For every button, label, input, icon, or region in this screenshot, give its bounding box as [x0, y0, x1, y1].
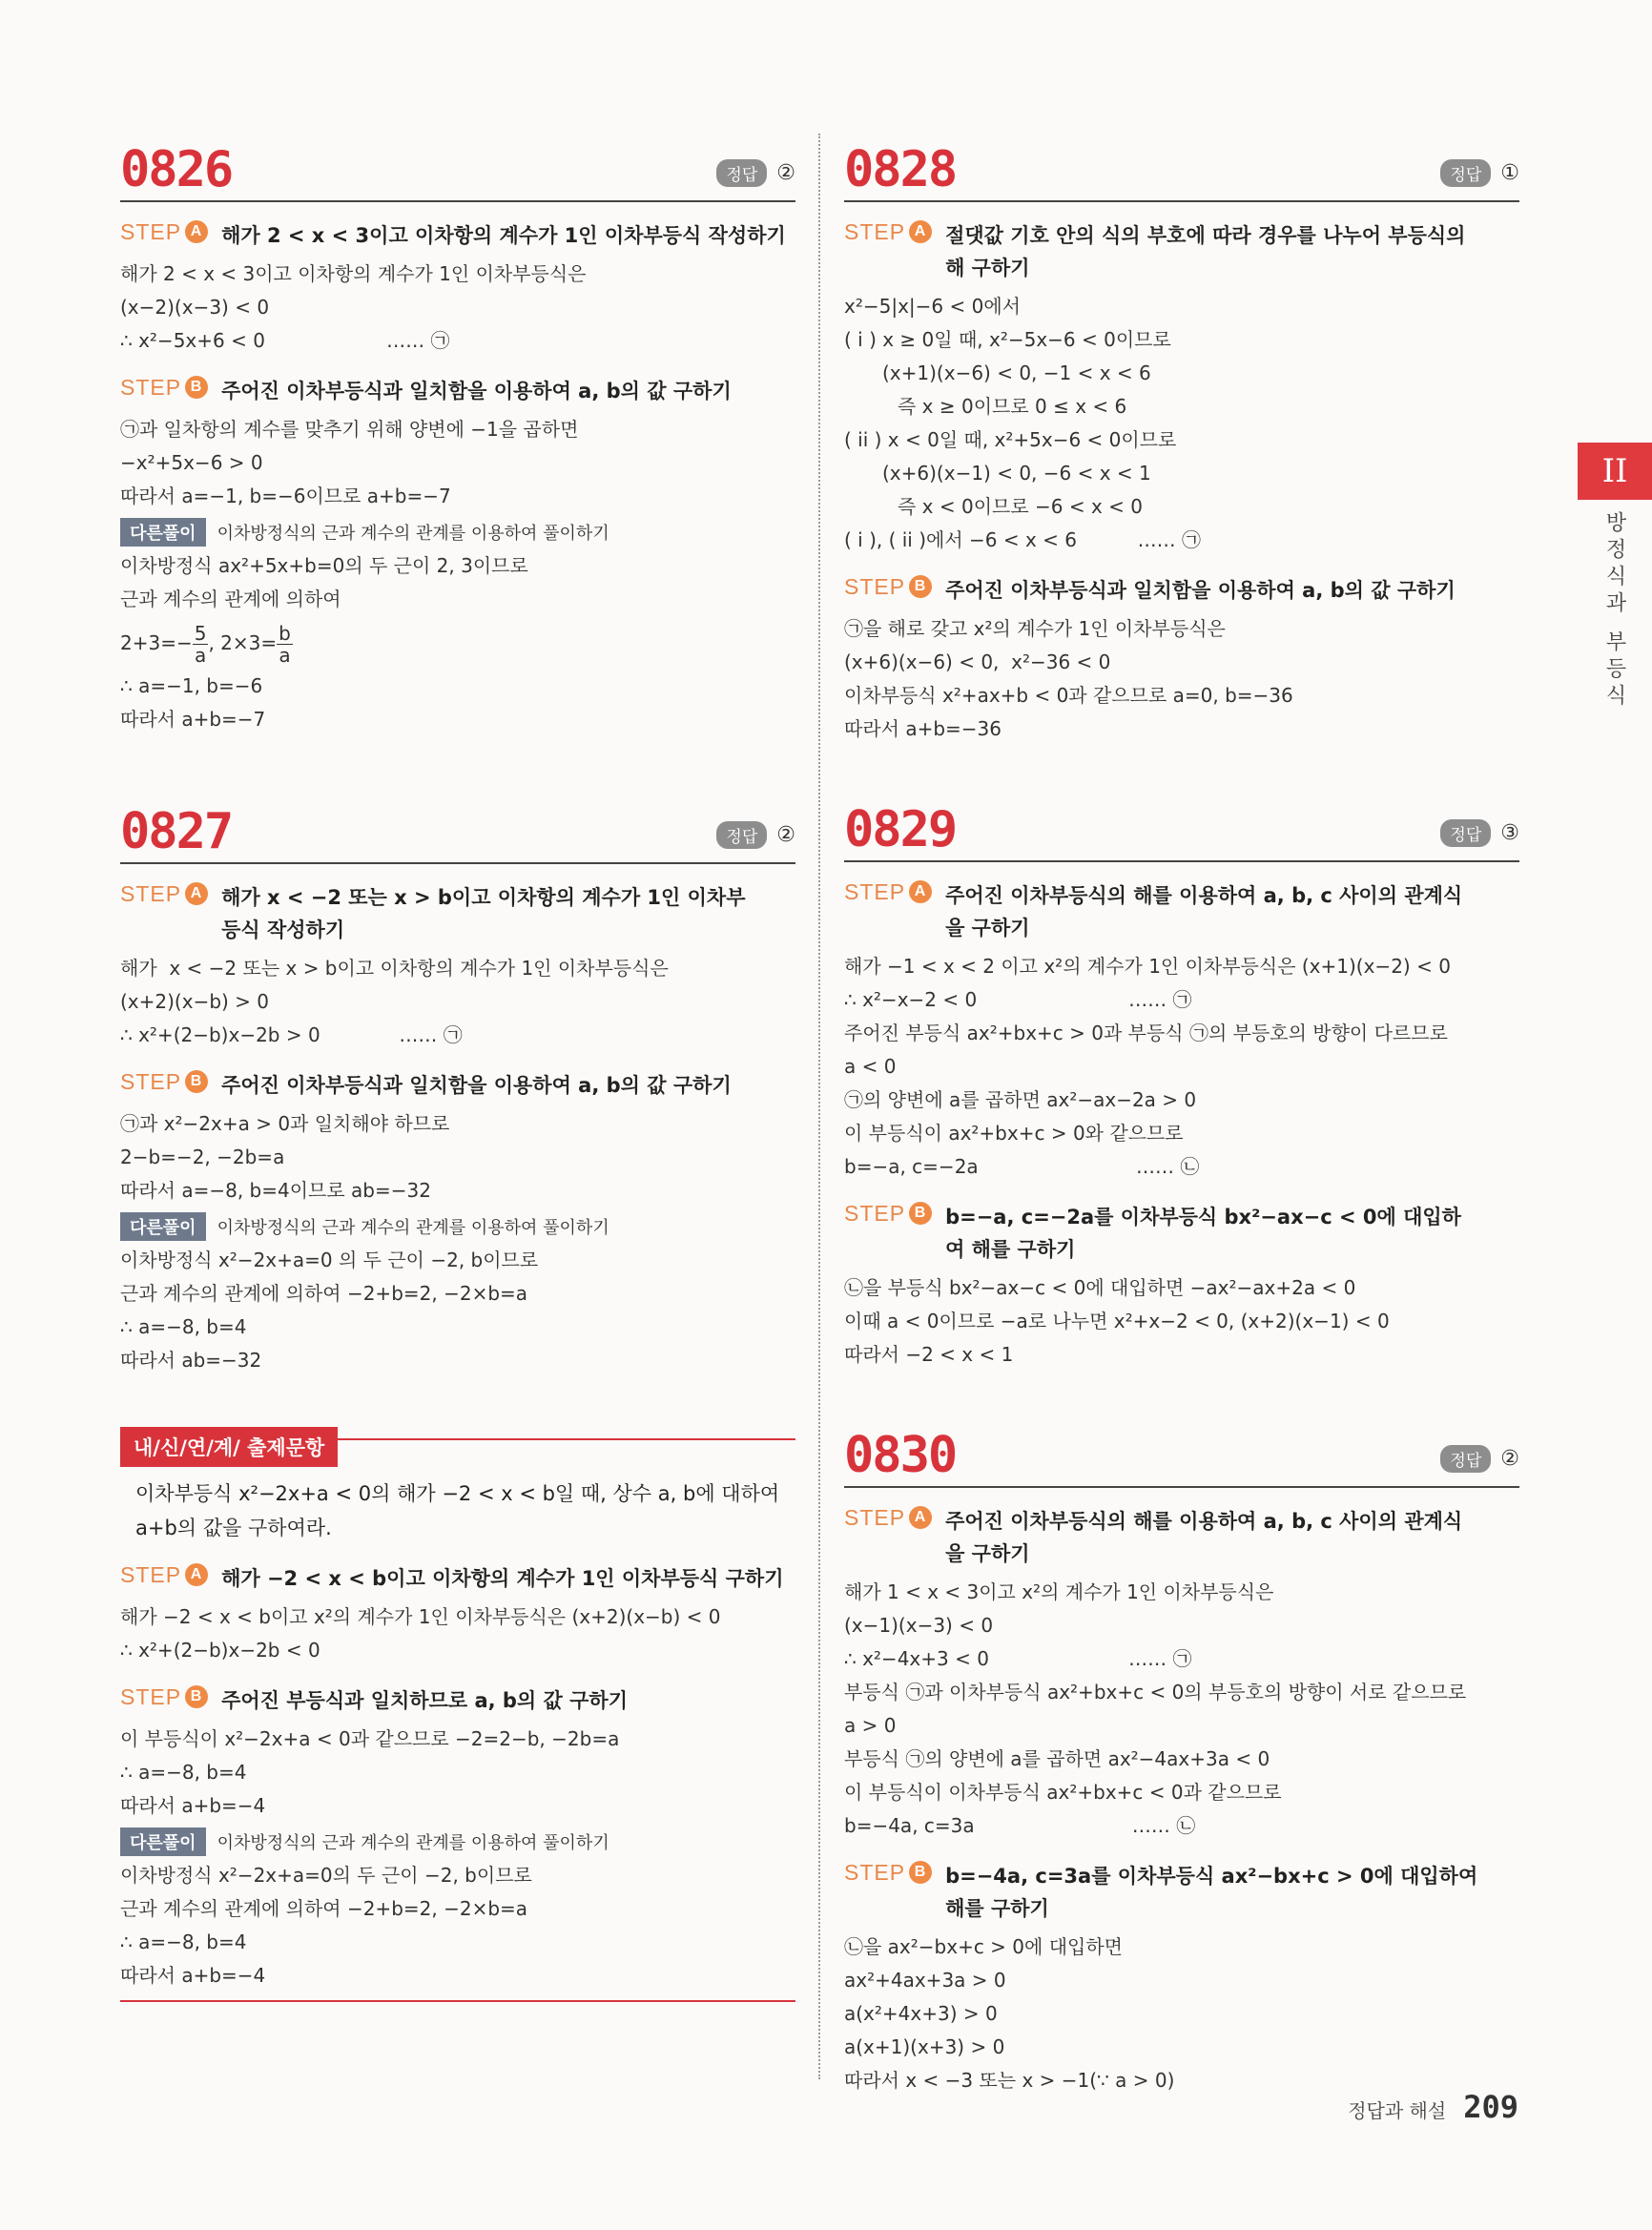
solution-line: (x+1)(x−6) < 0, −1 < x < 6: [882, 361, 1151, 384]
answer: [1440, 159, 1519, 187]
solution-line: a > 0: [844, 1714, 897, 1737]
problem-header: [844, 134, 1519, 202]
solution-line: 이 부등식이 x²−2x+a < 0과 같으므로 −2=2−b, −2b=a: [120, 1727, 620, 1750]
linked-exam-question: [120, 1438, 795, 2002]
solution-line: 이 부등식이 ax²+bx+c > 0와 같으므로: [844, 1122, 1184, 1145]
frac-prefix: 2+3=−: [120, 631, 193, 654]
step-title: 주어진 이차부등식과 일치함을 이용하여 a, b의 값 구하기: [221, 380, 732, 403]
step-b: [120, 1069, 795, 1102]
step-tag: STEP A: [120, 219, 208, 252]
solution-line: 이차부등식 x²+ax+b < 0과 같으므로 a=0, b=−36: [844, 684, 1293, 707]
solution-line: 해가 −1 < x < 2 이고 x²의 계수가 1인 이차부등식은 (x+1)(x−2) < 0: [844, 955, 1451, 978]
solution-line: 따라서 −2 < x < 1: [844, 1343, 1014, 1366]
alt-title: 이차방정식의 근과 계수의 관계를 이용하여 풀이하기: [217, 1833, 609, 1853]
solution-line: (x+2)(x−b) > 0: [120, 990, 270, 1013]
fraction: $\frac{b}{a}$: [279, 622, 291, 667]
right-column: [844, 134, 1519, 2097]
answer-value: ②: [1500, 1447, 1519, 1471]
problem-0829: [844, 794, 1519, 1372]
step-title: b=−4a, c=3a를 이차부등식 ax²−bx+c > 0에 대입하여 해를 구하기: [945, 1865, 1478, 1920]
step-tag: STEP B: [844, 1860, 932, 1925]
solution-line: ㉠과 일차항의 계수를 맞추기 위해 양변에 −1을 곱하면: [120, 418, 579, 441]
problem-header: [120, 134, 795, 202]
answer: [1440, 819, 1519, 847]
solution-line: 이 부등식이 이차부등식 ax²+bx+c < 0과 같으므로: [844, 1781, 1282, 1804]
step-tag: STEP B: [844, 574, 932, 607]
step-a: [120, 1562, 795, 1595]
solution-line: 근과 계수의 관계에 의하여: [120, 588, 341, 610]
answer: [1440, 1445, 1519, 1473]
alt-title: 이차방정식의 근과 계수의 관계를 이용하여 풀이하기: [217, 524, 609, 544]
alt-title: 이차방정식의 근과 계수의 관계를 이용하여 풀이하기: [217, 1218, 609, 1238]
solution-line: 부등식 ㉠과 이차부등식 ax²+bx+c < 0의 부등호의 방향이 서로 같으므로: [844, 1681, 1467, 1703]
alt-badge: 다른풀이: [120, 518, 206, 547]
step-title: 주어진 부등식과 일치하므로 a, b의 값 구하기: [221, 1689, 628, 1712]
solution-line: 따라서 a+b=−4: [120, 1794, 266, 1817]
problem-0830: [844, 1419, 1519, 2097]
solution-line: 따라서 x < −3 또는 x > −1(∵ a > 0): [844, 2069, 1175, 2092]
solution-line: 이차방정식 x²−2x+a=0의 두 근이 −2, b이므로: [120, 1864, 532, 1887]
solution-line: 즉 x < 0이므로 −6 < x < 0: [898, 495, 1144, 518]
fraction-line: [120, 616, 795, 670]
solution-line: 근과 계수의 관계에 의하여 −2+b=2, −2×b=a: [120, 1897, 528, 1920]
step-title: 주어진 이차부등식과 일치함을 이용하여 a, b의 값 구하기: [945, 579, 1456, 602]
step-tag: STEP B: [120, 1069, 208, 1102]
solution-line: 2−b=−2, −2b=a: [120, 1146, 285, 1168]
fraction: $\frac{5}{a}$: [194, 622, 207, 667]
step-title: 해가 −2 < x < b이고 이차항의 계수가 1인 이차부등식 구하기: [221, 1567, 784, 1590]
solution-line: 근과 계수의 관계에 의하여 −2+b=2, −2×b=a: [120, 1282, 528, 1305]
naesin-tag: 내/신/연/계/ 출제문항: [120, 1427, 338, 1467]
step-a: [120, 219, 795, 252]
step-a: [844, 1505, 1519, 1570]
chapter-tab[interactable]: II: [1578, 443, 1652, 500]
alt-badge: 다른풀이: [120, 1827, 206, 1856]
step-title: 주어진 이차부등식의 해를 이용하여 a, b, c 사이의 관계식을 구하기: [945, 1510, 1463, 1565]
step-title: b=−a, c=−2a를 이차부등식 bx²−ax−c < 0에 대입하여 해를 구하기: [945, 1206, 1461, 1261]
step-title: 해가 2 < x < 3이고 이차항의 계수가 1인 이차부등식 작성하기: [221, 224, 786, 247]
solution-line: 해가 x < −2 또는 x > b이고 이차항의 계수가 1인 이차부등식은: [120, 957, 669, 980]
problem-0827: [120, 795, 795, 1377]
solution-line: a(x+1)(x+3) > 0: [844, 2035, 1005, 2058]
answer-badge: 정답: [1440, 1445, 1491, 1473]
answer-value: ②: [776, 161, 795, 185]
alternative-solution: [120, 1827, 795, 1857]
step-tag: STEP B: [120, 375, 208, 407]
solution-line: b=−a, c=−2a …… ㉡: [844, 1155, 1200, 1178]
step-tag: STEP B: [120, 1684, 208, 1717]
solution-line: 따라서 ab=−32: [120, 1349, 262, 1372]
solution-line: −x²+5x−6 > 0: [120, 451, 263, 474]
step-tag: STEP A: [844, 879, 932, 944]
step-title: 주어진 이차부등식의 해를 이용하여 a, b, c 사이의 관계식을 구하기: [945, 884, 1463, 939]
step-a: [844, 219, 1519, 284]
solution-line: a < 0: [844, 1055, 897, 1078]
step-a: [120, 881, 795, 946]
step-title: 절댓값 기호 안의 식의 부호에 따라 경우를 나누어 부등식의 해 구하기: [945, 224, 1466, 279]
solution-line: ∴ a=−8, b=4: [120, 1315, 247, 1338]
problem-header: [844, 794, 1519, 862]
solution-line: ∴ x²−5x+6 < 0 …… ㉠: [120, 329, 450, 352]
solution-line: ㉠을 해로 갖고 x²의 계수가 1인 이차부등식은: [844, 617, 1226, 640]
step-tag: STEP A: [844, 219, 932, 284]
answer-badge: 정답: [716, 821, 767, 849]
solution-line: ax²+4ax+3a > 0: [844, 1969, 1006, 1992]
chapter-label: 방정식과 부등식: [1602, 511, 1626, 711]
answer-value: ②: [776, 823, 795, 847]
answer-badge: 정답: [1440, 159, 1491, 187]
solution-line: 따라서 a=−1, b=−6이므로 a+b=−7: [120, 485, 451, 507]
problem-number: 0827: [120, 803, 233, 860]
solution-line: (x−2)(x−3) < 0: [120, 296, 270, 319]
alternative-solution: [120, 517, 795, 547]
answer-value: ③: [1500, 821, 1519, 845]
solution-line: 해가 1 < x < 3이고 x²의 계수가 1인 이차부등식은: [844, 1580, 1274, 1603]
step-b: [120, 375, 795, 407]
answer-badge: 정답: [1440, 819, 1491, 847]
solution-line: 즉 x ≥ 0이므로 0 ≤ x < 6: [898, 395, 1127, 418]
problem-number: 0828: [844, 141, 957, 198]
solution-line: ( i ), ( ii )에서 −6 < x < 6 …… ㉠: [844, 528, 1201, 551]
solution-line: ㉠과 x²−2x+a > 0과 일치해야 하므로: [120, 1112, 450, 1135]
solution-line: ( ii ) x < 0일 때, x²+5x−6 < 0이므로: [844, 428, 1177, 451]
footer-text: 정답과 해설: [1348, 2099, 1447, 2122]
solution-line: ㉡을 ax²−bx+c > 0에 대입하면: [844, 1935, 1123, 1958]
problem-0826: [120, 134, 795, 736]
problem-number: 0829: [844, 801, 957, 858]
alternative-solution: [120, 1211, 795, 1242]
step-title: 해가 x < −2 또는 x > b이고 이차항의 계수가 1인 이차부등식 작성하기: [221, 886, 746, 941]
solution-line: ∴ x²+(2−b)x−2b > 0 …… ㉠: [120, 1023, 463, 1046]
solution-line: 부등식 ㉠의 양변에 a를 곱하면 ax²−4ax+3a < 0: [844, 1747, 1270, 1770]
step-b: [844, 1860, 1519, 1925]
problem-header: [844, 1419, 1519, 1488]
solution-line: ( i ) x ≥ 0일 때, x²−5x−6 < 0이므로: [844, 328, 1171, 351]
step-tag: STEP A: [120, 1562, 208, 1595]
frac-mid: , 2×3=: [208, 631, 278, 654]
step-a: [844, 879, 1519, 944]
solution-line: ∴ a=−8, b=4: [120, 1931, 247, 1953]
solution-line: (x+6)(x−1) < 0, −6 < x < 1: [882, 462, 1151, 485]
naesin-bar: [120, 1438, 795, 1463]
answer-badge: 정답: [716, 159, 767, 187]
solution-line: a(x²+4x+3) > 0: [844, 2002, 998, 2025]
solution-line: 이차방정식 ax²+5x+b=0의 두 근이 2, 3이므로: [120, 554, 528, 577]
step-tag: STEP A: [120, 881, 208, 946]
solution-line: x²−5|x|−6 < 0에서: [844, 295, 1021, 318]
step-b: [844, 574, 1519, 607]
solution-line: ∴ a=−1, b=−6: [120, 674, 263, 697]
column-divider: [818, 134, 820, 2079]
solution-line: 따라서 a+b=−4: [120, 1964, 266, 1987]
naesin-end-rule: [120, 2000, 795, 2002]
page-footer: [1348, 2089, 1518, 2125]
solution-line: ∴ x²−4x+3 < 0 …… ㉠: [844, 1647, 1192, 1670]
naesin-question: 이차부등식 x²−2x+a < 0의 해가 −2 < x < b일 때, 상수 a, b에 대하여 a+b의 값을 구하여라.: [135, 1482, 780, 1539]
problem-0828: [844, 134, 1519, 746]
solution-line: 이때 a < 0이므로 −a로 나누면 x²+x−2 < 0, (x+2)(x−1) < 0: [844, 1310, 1390, 1332]
solution-line: ∴ x²−x−2 < 0 …… ㉠: [844, 988, 1192, 1011]
left-column: [120, 134, 795, 1987]
page-number: 209: [1463, 2089, 1518, 2125]
solution-line: 따라서 a+b=−36: [844, 717, 1002, 740]
step-b: [120, 1684, 795, 1717]
solution-line: 해가 2 < x < 3이고 이차항의 계수가 1인 이차부등식은: [120, 262, 587, 285]
solution-line: 따라서 a=−8, b=4이므로 ab=−32: [120, 1179, 431, 1202]
answer: [716, 821, 795, 849]
solution-line: ∴ x²+(2−b)x−2b < 0: [120, 1639, 320, 1662]
solution-line: b=−4a, c=3a …… ㉡: [844, 1814, 1196, 1837]
problem-number: 0826: [120, 141, 233, 198]
answer-value: ①: [1500, 161, 1519, 185]
problem-header: [120, 795, 795, 864]
solution-line: (x−1)(x−3) < 0: [844, 1614, 994, 1637]
solution-line: 이차방정식 x²−2x+a=0 의 두 근이 −2, b이므로: [120, 1249, 539, 1271]
answer: [716, 159, 795, 187]
problem-number: 0830: [844, 1427, 957, 1484]
solution-line: ㉡을 부등식 bx²−ax−c < 0에 대입하면 −ax²−ax+2a < 0: [844, 1276, 1356, 1299]
solution-line: 따라서 a+b=−7: [120, 708, 266, 731]
solution-line: (x+6)(x−6) < 0, x²−36 < 0: [844, 650, 1111, 673]
alt-badge: 다른풀이: [120, 1212, 206, 1241]
step-tag: STEP B: [844, 1201, 932, 1266]
solution-line: 해가 −2 < x < b이고 x²의 계수가 1인 이차부등식은 (x+2)(x−b) < 0: [120, 1605, 721, 1628]
step-title: 주어진 이차부등식과 일치함을 이용하여 a, b의 값 구하기: [221, 1074, 732, 1097]
solution-line: ㉠의 양변에 a를 곱하면 ax²−ax−2a > 0: [844, 1088, 1197, 1111]
step-tag: STEP A: [844, 1505, 932, 1570]
solution-line: ∴ a=−8, b=4: [120, 1761, 247, 1784]
step-b: [844, 1201, 1519, 1266]
solution-line: 주어진 부등식 ax²+bx+c > 0과 부등식 ㉠의 부등호의 방향이 다르므로: [844, 1022, 1448, 1044]
